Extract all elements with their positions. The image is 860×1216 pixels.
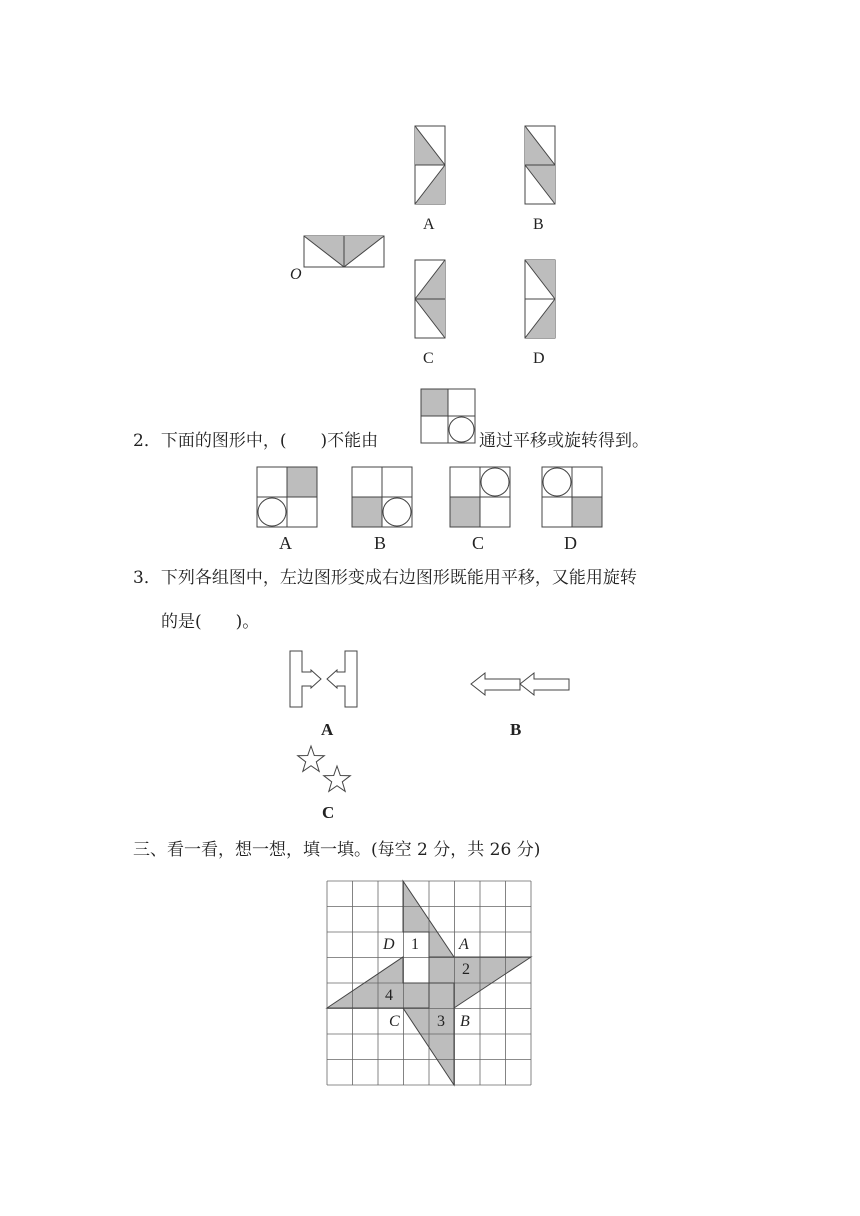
piece-1-label: 1 xyxy=(411,936,419,953)
q1-option-c-shape[interactable] xyxy=(415,260,445,340)
point-c-label: C xyxy=(389,1013,400,1030)
q3-option-a-shape[interactable] xyxy=(289,650,361,710)
point-b-label: B xyxy=(460,1013,470,1030)
q1-origin-shape xyxy=(304,236,384,268)
q3-option-a-label: A xyxy=(321,720,334,739)
q1-option-a-shape[interactable] xyxy=(415,126,445,206)
section3-title: 三、看一看，想一想，填一填。(每空 2 分，共 26 分) xyxy=(133,840,541,860)
q3-text-line1: 3．下列各组图中，左边图形变成右边图形既能用平移，又能用旋转 xyxy=(133,568,637,588)
q1-option-c-label: C xyxy=(423,350,434,367)
q1-origin-label: O xyxy=(290,266,302,283)
q2-option-c-label: C xyxy=(472,533,485,553)
q2-text-suffix: 通过平移或旋转得到。 xyxy=(479,431,649,451)
q3-text-line2: 的是( )。 xyxy=(161,612,260,632)
q1-option-d-label: D xyxy=(533,350,545,367)
q2-option-d-shape[interactable] xyxy=(542,467,602,529)
q2-option-c-shape[interactable] xyxy=(450,467,510,529)
q3-option-b-shape[interactable] xyxy=(470,672,572,698)
q1-option-b-label: B xyxy=(533,216,544,233)
q3-option-c-shape[interactable] xyxy=(296,745,356,795)
point-d-label: D xyxy=(383,936,395,953)
q2-option-d-label: D xyxy=(564,533,577,553)
piece-4-label: 4 xyxy=(385,987,393,1004)
q3-option-c-label: C xyxy=(322,803,335,822)
piece-3-label: 3 xyxy=(437,1013,445,1030)
q2-option-b-shape[interactable] xyxy=(352,467,412,529)
q2-option-a-shape[interactable] xyxy=(257,467,317,529)
piece-2-label: 2 xyxy=(462,961,470,978)
q2-option-b-label: B xyxy=(374,533,387,553)
q2-reference-shape xyxy=(421,389,477,445)
q3-option-b-label: B xyxy=(510,720,522,739)
q2-text-prefix: 2．下面的图形中，( )不能由 xyxy=(133,431,379,451)
point-a-label: A xyxy=(459,936,469,953)
q1-option-a-label: A xyxy=(423,216,435,233)
grid-figure-svg xyxy=(327,881,533,1087)
q2-option-a-label: A xyxy=(279,533,292,553)
q1-option-d-shape[interactable] xyxy=(525,260,555,340)
q1-option-b-shape[interactable] xyxy=(525,126,555,206)
